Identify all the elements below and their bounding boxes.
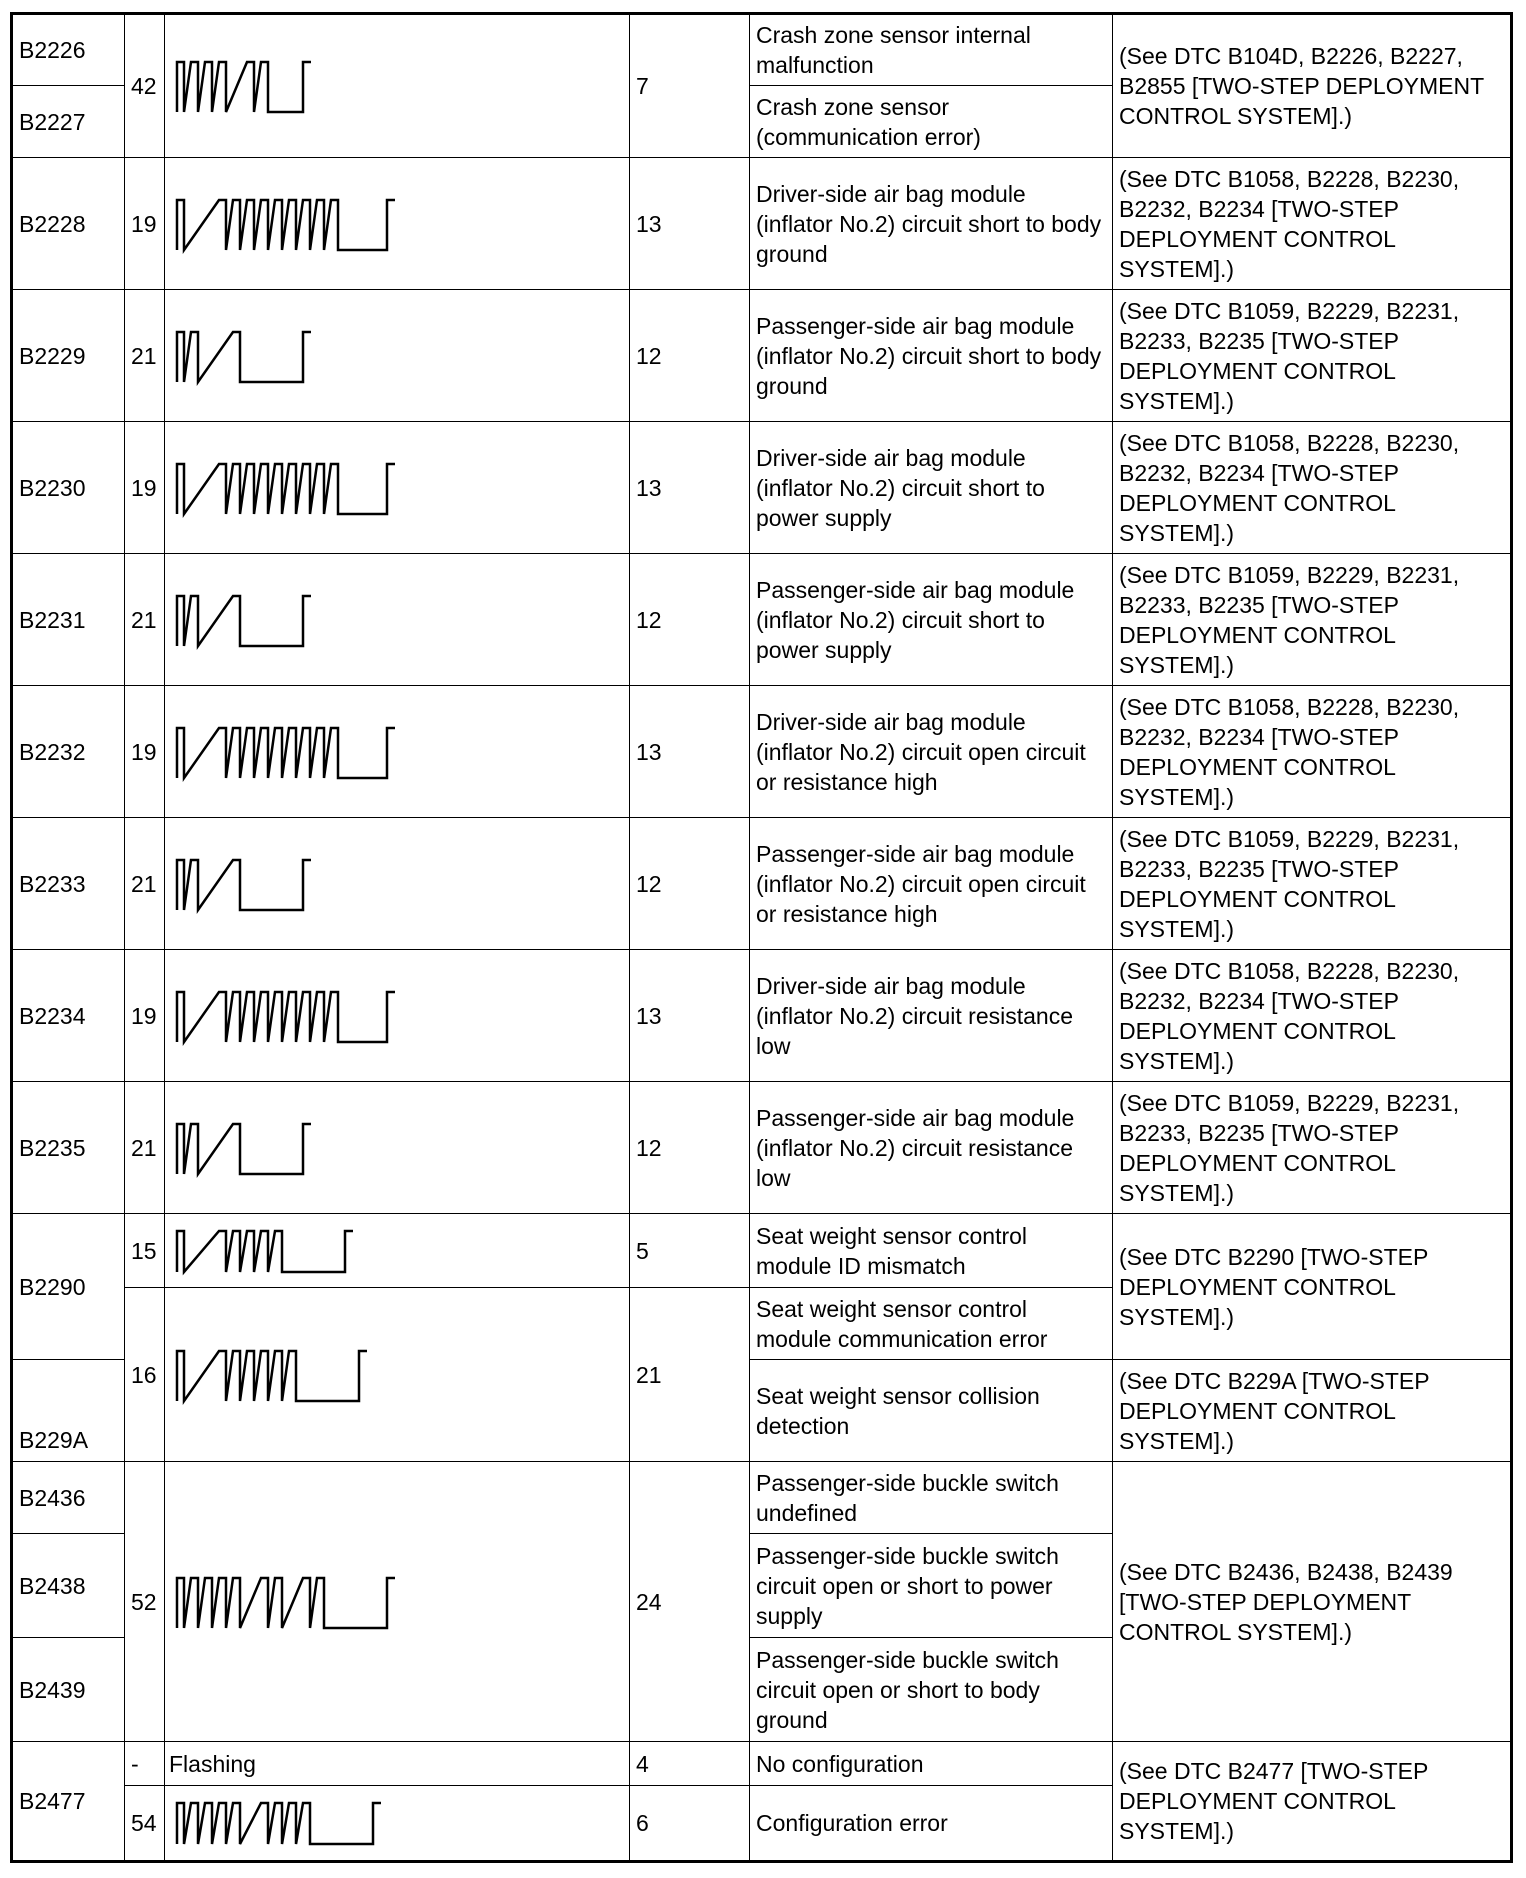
dtc-code: B2439 [12,1638,125,1742]
waveform-trace [177,62,311,112]
dtc-table-page [10,12,1510,1868]
pattern-number: 42 [125,14,165,158]
waveform-trace [177,1124,311,1174]
malfunction-description: Passenger-side air bag module (inflator No.2) circuit short to body ground [750,290,1113,422]
reference-link[interactable]: (See DTC B1058, B2228, B2230, B2232, B2234 [TWO-STEP DEPLOYMENT CONTROL SYSTEM].) [1113,158,1512,290]
malfunction-description: Crash zone sensor internal malfunction [750,14,1113,86]
table-row [12,554,1512,686]
malfunction-description: Driver-side air bag module (inflator No.2) circuit resistance low [750,950,1113,1082]
flash-pattern-16 [165,1288,630,1462]
flash-pattern-21 [165,290,630,422]
flash-pattern-52 [165,1462,630,1742]
flash-count: 12 [630,290,750,422]
flash-count: 13 [630,422,750,554]
reference-link[interactable]: (See DTC B2436, B2438, B2439 [TWO-STEP DEPLOYMENT CONTROL SYSTEM].) [1113,1462,1512,1742]
dtc-code: B2290 [12,1214,125,1360]
waveform [169,580,625,660]
table-row [12,158,1512,290]
malfunction-description: Driver-side air bag module (inflator No.2) circuit short to power supply [750,422,1113,554]
dtc-code: B2233 [12,818,125,950]
reference-link[interactable]: (See DTC B1059, B2229, B2231, B2233, B2235 [TWO-STEP DEPLOYMENT CONTROL SYSTEM].) [1113,818,1512,950]
table-row [12,1214,1512,1288]
flash-pattern-54 [165,1786,630,1862]
table-row [12,686,1512,818]
pattern-number: 52 [125,1462,165,1742]
flash-count: 21 [630,1288,750,1462]
table-row [12,422,1512,554]
flash-pattern-19 [165,422,630,554]
flash-count: 24 [630,1462,750,1742]
flash-pattern-42 [165,14,630,158]
flash-pattern-15 [165,1214,630,1288]
malfunction-description: Passenger-side air bag module (inflator No.2) circuit open circuit or resistance high [750,818,1113,950]
dtc-code: B2234 [12,950,125,1082]
table-row [12,950,1512,1082]
dtc-code: B2232 [12,686,125,818]
table-row [12,1742,1512,1786]
flash-count: 12 [630,1082,750,1214]
malfunction-description: Passenger-side buckle switch circuit open or short to power supply [750,1534,1113,1638]
reference-link[interactable]: (See DTC B1058, B2228, B2230, B2232, B2234 [TWO-STEP DEPLOYMENT CONTROL SYSTEM].) [1113,422,1512,554]
malfunction-description: Seat weight sensor control module ID mismatch [750,1214,1113,1288]
flash-pattern-flashing: Flashing [165,1742,630,1786]
waveform-trace [177,332,311,382]
waveform [169,184,625,264]
waveform-trace [177,464,395,514]
pattern-number: 19 [125,950,165,1082]
waveform [169,1790,625,1856]
malfunction-description: Seat weight sensor control module communication error [750,1288,1113,1360]
dtc-table [10,12,1513,1863]
waveform [169,1108,625,1188]
reference-link[interactable]: (See DTC B1058, B2228, B2230, B2232, B2234 [TWO-STEP DEPLOYMENT CONTROL SYSTEM].) [1113,950,1512,1082]
malfunction-description: Configuration error [750,1786,1113,1862]
malfunction-description: Driver-side air bag module (inflator No.2) circuit short to body ground [750,158,1113,290]
dtc-code: B2438 [12,1534,125,1638]
flash-count: 12 [630,554,750,686]
flash-pattern-21 [165,818,630,950]
dtc-code: B2226 [12,14,125,86]
dtc-code: B2231 [12,554,125,686]
reference-link[interactable]: (See DTC B104D, B2226, B2227, B2855 [TWO-STEP DEPLOYMENT CONTROL SYSTEM].) [1113,14,1512,158]
waveform-trace [177,1578,395,1628]
malfunction-description: Passenger-side buckle switch circuit open or short to body ground [750,1638,1113,1742]
dtc-code: B2230 [12,422,125,554]
table-row [12,818,1512,950]
malfunction-description: Passenger-side air bag module (inflator No.2) circuit resistance low [750,1082,1113,1214]
flash-count: 5 [630,1214,750,1288]
pattern-number: 54 [125,1786,165,1862]
malfunction-description: Driver-side air bag module (inflator No.2) circuit open circuit or resistance high [750,686,1113,818]
dtc-code: B2229 [12,290,125,422]
waveform [169,1335,625,1415]
reference-link[interactable]: (See DTC B2477 [TWO-STEP DEPLOYMENT CONTROL SYSTEM].) [1113,1742,1512,1862]
pattern-number: 16 [125,1288,165,1462]
waveform [169,976,625,1056]
waveform-trace [177,992,395,1042]
flash-count: 13 [630,950,750,1082]
malfunction-description: Passenger-side buckle switch undefined [750,1462,1113,1534]
pattern-number: 21 [125,290,165,422]
waveform-trace [177,860,311,910]
table-row [12,290,1512,422]
waveform-trace [177,1351,367,1401]
pattern-number: 21 [125,554,165,686]
flash-count: 12 [630,818,750,950]
malfunction-description: No configuration [750,1742,1113,1786]
dtc-code: B2228 [12,158,125,290]
waveform-trace [177,728,395,778]
flash-pattern-19 [165,158,630,290]
table-row [12,14,1512,86]
dtc-code: B2235 [12,1082,125,1214]
waveform-trace [177,1231,353,1272]
reference-link[interactable]: (See DTC B2290 [TWO-STEP DEPLOYMENT CONTROL SYSTEM].) [1113,1214,1512,1360]
flash-count: 4 [630,1742,750,1786]
waveform [169,316,625,396]
pattern-number: 19 [125,158,165,290]
flash-count: 13 [630,686,750,818]
dtc-code: B2477 [12,1742,125,1862]
flash-pattern-19 [165,950,630,1082]
waveform [169,712,625,792]
waveform [169,46,625,126]
pattern-number: 19 [125,686,165,818]
waveform [169,448,625,528]
pattern-number: 19 [125,422,165,554]
flash-count: 7 [630,14,750,158]
flash-count: 6 [630,1786,750,1862]
reference-link[interactable]: (See DTC B1059, B2229, B2231, B2233, B2235 [TWO-STEP DEPLOYMENT CONTROL SYSTEM].) [1113,290,1512,422]
malfunction-description: Seat weight sensor collision detection [750,1360,1113,1462]
flash-pattern-21 [165,554,630,686]
waveform [169,844,625,924]
pattern-number: 15 [125,1214,165,1288]
waveform-trace [177,1803,381,1844]
dtc-code: B2227 [12,86,125,158]
table-row [12,1082,1512,1214]
waveform [169,1562,625,1642]
flash-count: 13 [630,158,750,290]
dtc-code: B229A [12,1360,125,1462]
dtc-code: B2436 [12,1462,125,1534]
malfunction-description: Crash zone sensor (communication error) [750,86,1113,158]
malfunction-description: Passenger-side air bag module (inflator No.2) circuit short to power supply [750,554,1113,686]
pattern-number: - [125,1742,165,1786]
pattern-number: 21 [125,818,165,950]
flash-pattern-19 [165,686,630,818]
reference-link[interactable]: (See DTC B1058, B2228, B2230, B2232, B2234 [TWO-STEP DEPLOYMENT CONTROL SYSTEM].) [1113,686,1512,818]
waveform [169,1218,625,1284]
pattern-number: 21 [125,1082,165,1214]
reference-link[interactable]: (See DTC B1059, B2229, B2231, B2233, B2235 [TWO-STEP DEPLOYMENT CONTROL SYSTEM].) [1113,554,1512,686]
waveform-trace [177,200,395,250]
table-row [12,1462,1512,1534]
flash-pattern-21 [165,1082,630,1214]
waveform-trace [177,596,311,646]
reference-link[interactable]: (See DTC B229A [TWO-STEP DEPLOYMENT CONTROL SYSTEM].) [1113,1360,1512,1462]
reference-link[interactable]: (See DTC B1059, B2229, B2231, B2233, B2235 [TWO-STEP DEPLOYMENT CONTROL SYSTEM].) [1113,1082,1512,1214]
